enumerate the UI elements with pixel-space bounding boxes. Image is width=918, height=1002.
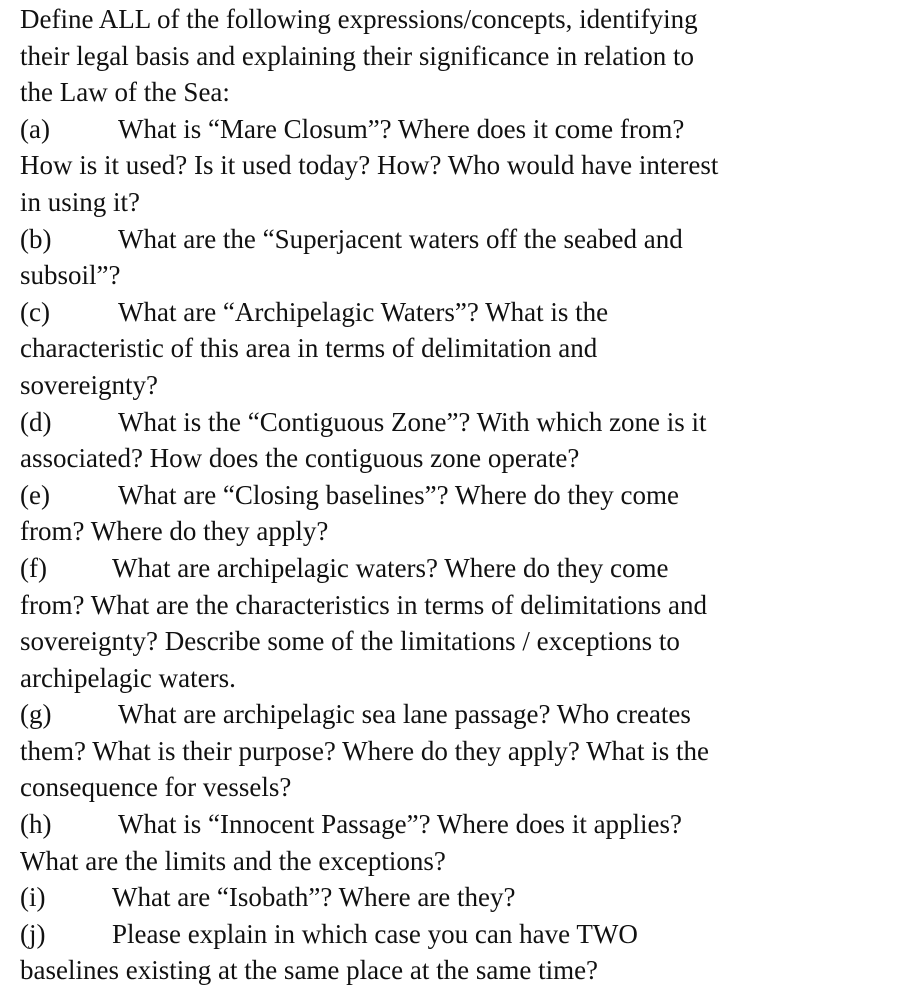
question-text-line: associated? How does the contiguous zone operate?	[20, 443, 580, 474]
question-text-line: How is it used? Is it used today? How? Who would have interest	[20, 150, 719, 181]
intro-paragraph	[20, 1, 910, 111]
question-label: (j)	[20, 918, 46, 949]
intro-line: Define ALL of the following expressions/concepts, identifying	[20, 4, 698, 34]
question-label: (g)	[20, 699, 52, 730]
document-page	[20, 1, 910, 989]
question-j	[20, 916, 910, 989]
question-d	[20, 404, 910, 477]
question-text-line: What is “Mare Closum”? Where does it come from?	[118, 113, 685, 144]
question-text-line: baselines existing at the same place at the same time?	[20, 955, 599, 986]
question-g	[20, 696, 910, 806]
question-text-line: them? What is their purpose? Where do they apply? What is the	[20, 735, 710, 766]
question-text-line: What are “Isobath”? Where are they?	[112, 882, 516, 913]
question-text-line: What is the “Contiguous Zone”? With which zone is it	[118, 406, 707, 437]
question-text-line: archipelagic waters.	[20, 662, 236, 693]
question-label: (d)	[20, 406, 52, 437]
question-e	[20, 477, 910, 550]
question-label: (f)	[20, 552, 47, 583]
question-text-line: What are “Closing baselines”? Where do they come	[118, 479, 680, 510]
question-text-line: subsoil”?	[20, 260, 121, 291]
question-text-line: characteristic of this area in terms of delimitation and	[20, 333, 598, 364]
question-a	[20, 111, 910, 221]
question-text-line: in using it?	[20, 186, 140, 217]
question-f	[20, 550, 910, 696]
question-h	[20, 806, 910, 879]
question-label: (h)	[20, 809, 52, 840]
intro-line: their legal basis and explaining their significance in relation to	[20, 40, 695, 71]
question-text-line: sovereignty?	[20, 369, 158, 400]
question-text-line: consequence for vessels?	[20, 772, 292, 803]
question-label: (e)	[20, 479, 50, 510]
question-label: (b)	[20, 223, 52, 254]
question-label: (i)	[20, 882, 46, 913]
question-text-line: from? What are the characteristics in terms of delimitations and	[20, 589, 707, 620]
question-i	[20, 879, 910, 916]
question-text-line: sovereignty? Describe some of the limitations / exceptions to	[20, 626, 680, 657]
question-text-line: What are the limits and the exceptions?	[20, 845, 446, 876]
intro-line: the Law of the Sea:	[20, 77, 230, 108]
question-label: (c)	[20, 296, 50, 327]
question-text-line: What are “Archipelagic Waters”? What is the	[118, 296, 609, 327]
question-c	[20, 294, 910, 404]
question-text-line: What is “Innocent Passage”? Where does it applies?	[118, 809, 683, 840]
question-b	[20, 221, 910, 294]
question-text-line: What are the “Superjacent waters off the seabed and	[118, 223, 683, 254]
question-text-line: Please explain in which case you can have TWO	[112, 918, 638, 949]
question-text-line: from? Where do they apply?	[20, 516, 329, 547]
question-text-line: What are archipelagic waters? Where do they come	[112, 552, 669, 583]
question-text-line: What are archipelagic sea lane passage? Who creates	[118, 699, 691, 730]
question-label: (a)	[20, 113, 50, 144]
